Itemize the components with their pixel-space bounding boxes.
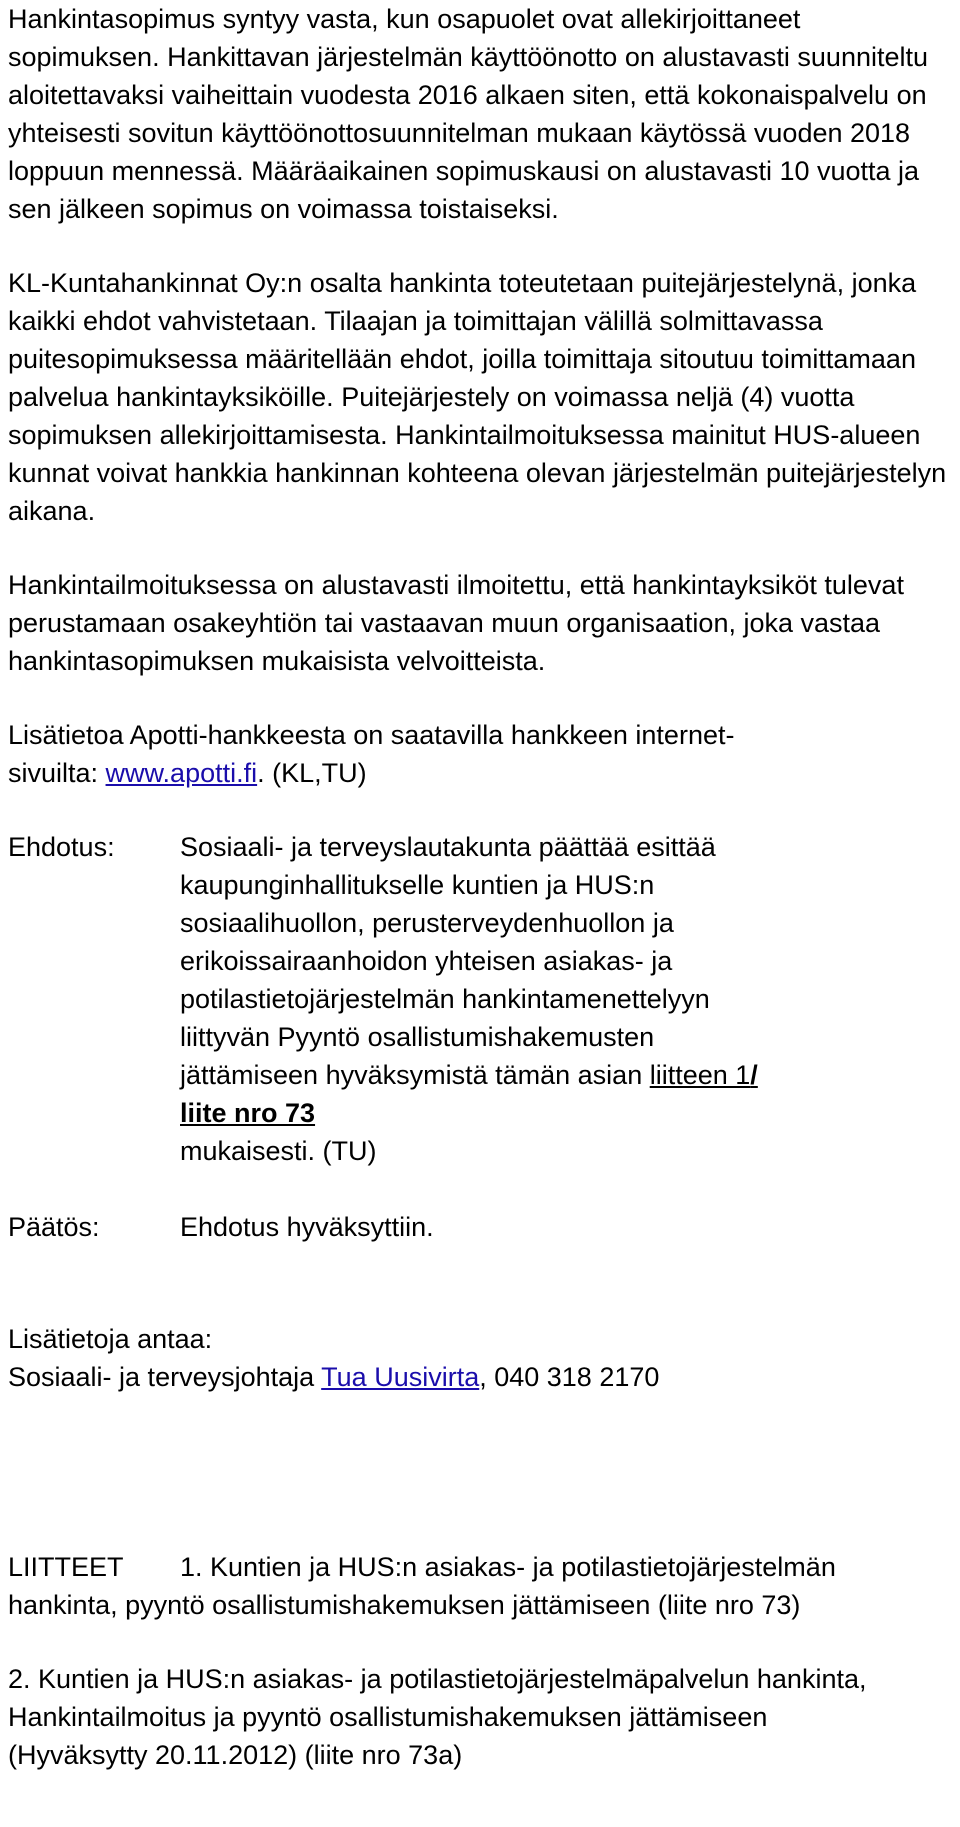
paragraph-framework: KL-Kuntahankinnat Oy:n osalta hankinta toteutetaan puitejärjestelynä, jonka kaikki ehdot vahvistetaan. Tilaajan ja toimittajan välillä solmittavassa puitesopimuksessa määritellään ehdot, joilla toimittaja sitoutuu toimittamaan palvelua hankintayksiköille. Puitejärjestely on voimassa neljä (4) vuotta sopimuksen allekirjoittamisesta. Hankintailmoituksessa mainitut HUS-alueen kunnat voivat hankkia hankinnan kohteena olevan järjestelmän puitejärjestelyn aikana. xyxy=(8,268,947,526)
paragraph-more-info xyxy=(8,716,768,792)
attachment-item-1: LIITTEET 1. Kuntien ja HUS:n asiakas- ja potilastietojärjestelmän hankinta, pyyntö osallistumishakemuksen jättämiseen (liite nro 73) xyxy=(8,1548,938,1624)
proposal-label: Ehdotus: xyxy=(8,832,115,862)
contact-heading: Lisätietoja antaa: xyxy=(8,1324,213,1354)
apotti-link[interactable]: www.apotti.fi xyxy=(105,758,258,788)
document-page xyxy=(8,0,948,1774)
proposal-text: Sosiaali- ja terveyslautakunta päättää esittää kaupunginhallitukselle kuntien ja HUS:n sosiaalihuollon, perusterveydenhuollon ja erikoissairaanhoidon yhteisen asiakas- ja potilastietojärjestelmän hankintamenettelyyn liittyvän Pyyntö osallistumishakemusten jättämiseen hyväksymistä tämän asian liitteen 1/ liite nro 73 mukaisesti. (TU) xyxy=(180,832,758,1166)
decision-row xyxy=(8,1208,948,1246)
attachment-item-2: 2. Kuntien ja HUS:n asiakas- ja potilastietojärjestelmäpalvelun hankinta, Hankintailmoitus ja pyyntö osallistumishakemuksen jättämiseen (Hyväksytty 20.11.2012) (liite nro 73a) xyxy=(8,1664,867,1770)
contact-name-link[interactable]: Tua Uusivirta xyxy=(321,1362,480,1392)
decision-text: Ehdotus hyväksyttiin. xyxy=(180,1212,434,1242)
more-info-suffix: . (KL,TU) xyxy=(257,758,367,788)
paragraph-contract: Hankintasopimus syntyy vasta, kun osapuolet ovat allekirjoittaneet sopimuksen. Hankittavan järjestelmän käyttöönotto on alustavasti suunniteltu aloitettavaksi vaiheittain vuodesta 2016 alkaen siten, että kokonaispalvelu on yhteisesti sovitun käyttöönottosuunnitelman mukaan käytössä vuoden 2018 loppuun mennessä. Määräaikainen sopimuskausi on alustavasti 10 vuotta ja sen jälkeen sopimus on voimassa toistaiseksi. xyxy=(8,4,929,224)
contact-line: Sosiaali- ja terveysjohtaja Tua Uusivirta, 040 318 2170 xyxy=(8,1362,660,1392)
paragraph-organisation: Hankintailmoituksessa on alustavasti ilmoitettu, että hankintayksiköt tulevat perustamaan osakeyhtiön tai vastaavan muun organisaation, joka vastaa hankintasopimuksen mukaisista velvoitteista. xyxy=(8,570,904,676)
attachments-label: LIITTEET xyxy=(8,1552,124,1582)
more-info-text: Lisätietoa Apotti-hankkeesta on saatavilla hankkeen internet-sivuilta: xyxy=(8,720,735,788)
attachment-1-reference[interactable]: liitteen 1 xyxy=(649,1060,751,1090)
attachment-73-reference[interactable]: / liite nro 73 xyxy=(180,1060,758,1128)
proposal-row xyxy=(8,828,948,1170)
decision-label: Päätös: xyxy=(8,1212,100,1242)
